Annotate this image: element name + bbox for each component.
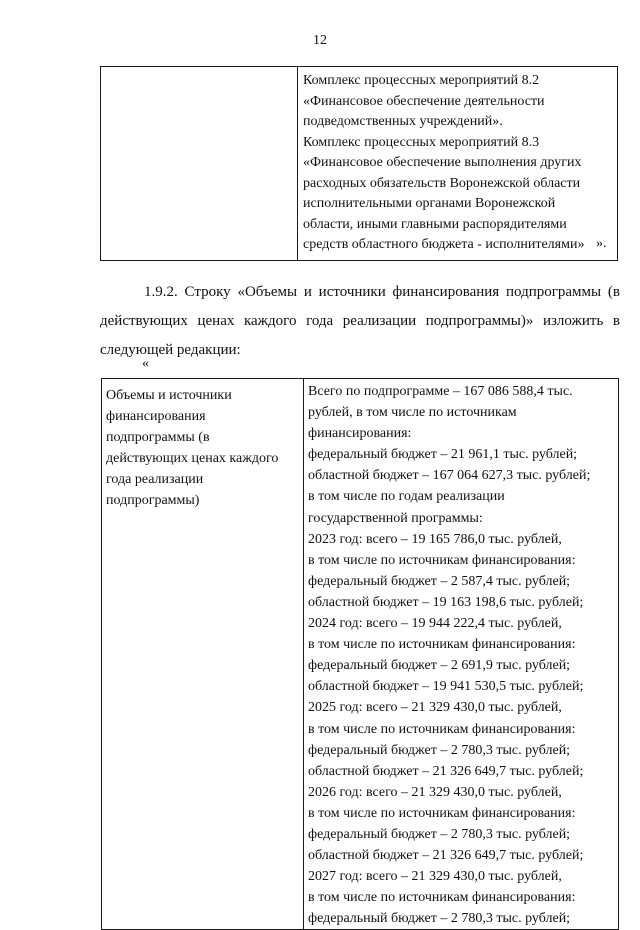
funding-table: [101, 378, 619, 930]
opening-quote-mark: «: [142, 356, 149, 371]
cell-line: подпрограммы (в: [106, 430, 210, 446]
cell-line: областной бюджет – 167 064 627,3 тыс. рублей;: [308, 468, 591, 484]
cell-line: 2026 год: всего – 21 329 430,0 тыс. рублей,: [308, 784, 562, 800]
cell-line: в том числе по источникам финансирования:: [308, 890, 576, 906]
paragraph-line: следующей редакции:: [100, 342, 241, 358]
cell-line: Всего по подпрограмме – 167 086 588,4 тыс.: [308, 384, 573, 399]
amendment-paragraph: [100, 278, 620, 365]
cell-line: «Финансовое обеспечение деятельности: [303, 93, 545, 109]
cell-line: 2024 год: всего – 19 944 222,4 тыс. рублей,: [308, 616, 562, 632]
cell-line: «Финансовое обеспечение выполнения других: [303, 155, 582, 170]
cell-line: подведомственных учреждений».: [303, 114, 503, 129]
cell-line: года реализации: [106, 472, 204, 488]
cell-line: федеральный бюджет – 2 780,3 тыс. рублей;: [308, 742, 571, 758]
paragraph-line: 1.9.2. Строку «Объемы и источники финансирования подпрограммы (в: [144, 284, 620, 300]
cell-line: подпрограммы): [106, 493, 200, 509]
closing-quote-mark: ».: [596, 236, 607, 251]
paragraph-line: действующих ценах каждого года реализации подпрограммы)» изложить в: [100, 313, 620, 329]
cell-line: федеральный бюджет – 21 961,1 тыс. рублей;: [308, 447, 578, 463]
cell-line: расходных обязательств Воронежской области: [303, 175, 581, 191]
cell-line: федеральный бюджет – 2 691,9 тыс. рублей;: [308, 658, 571, 674]
cell-line: областной бюджет – 21 326 649,7 тыс. рублей;: [308, 763, 584, 779]
cell-line: 2025 год: всего – 21 329 430,0 тыс. рублей,: [308, 700, 562, 716]
cell-line: в том числе по годам реализации: [308, 489, 505, 505]
table-row: [101, 67, 618, 261]
cell-line: в том числе по источникам финансирования:: [308, 637, 576, 653]
page-number: 12: [313, 33, 327, 48]
top-table-right-cell: [298, 67, 618, 261]
cell-line: финансирования: [106, 409, 206, 425]
cell-line: рублей, в том числе по источникам: [308, 405, 517, 421]
cell-line: финансирования:: [308, 426, 412, 442]
cell-line: федеральный бюджет – 2 780,3 тыс. рублей;: [308, 911, 571, 927]
cell-line: 2023 год: всего – 19 165 786,0 тыс. рублей,: [308, 531, 562, 547]
cell-line: в том числе по источникам финансирования:: [308, 805, 576, 821]
cell-line: Комплекс процессных мероприятий 8.3: [303, 134, 540, 150]
cell-line: действующих ценах каждого: [106, 451, 279, 467]
cell-line: областной бюджет – 19 163 198,6 тыс. рублей;: [308, 594, 584, 610]
cell-line: средств областного бюджета - исполнителями»: [303, 237, 585, 252]
funding-table-label-cell: [102, 379, 304, 930]
table-row: [102, 379, 619, 930]
cell-line: областной бюджет – 19 941 530,5 тыс. рублей;: [308, 679, 584, 695]
top-table-left-cell: [101, 67, 298, 261]
cell-line: в том числе по источникам финансирования:: [308, 721, 576, 737]
cell-line: 2027 год: всего – 21 329 430,0 тыс. рублей,: [308, 869, 562, 885]
cell-line: Комплекс процессных мероприятий 8.2: [303, 73, 540, 88]
cell-line: федеральный бюджет – 2 780,3 тыс. рублей;: [308, 826, 571, 842]
cell-line: исполнительными органами Воронежской: [303, 196, 556, 211]
cell-line: Объемы и источники: [106, 388, 232, 403]
cell-line: области, иными главными распорядителями: [303, 216, 567, 232]
funding-table-value-cell: [304, 379, 619, 930]
cell-line: государственной программы:: [308, 510, 483, 526]
cell-line: областной бюджет – 21 326 649,7 тыс. рублей;: [308, 848, 584, 864]
cell-line: федеральный бюджет – 2 587,4 тыс. рублей;: [308, 573, 571, 589]
top-table: [100, 66, 618, 261]
cell-line: в том числе по источникам финансирования:: [308, 552, 576, 568]
